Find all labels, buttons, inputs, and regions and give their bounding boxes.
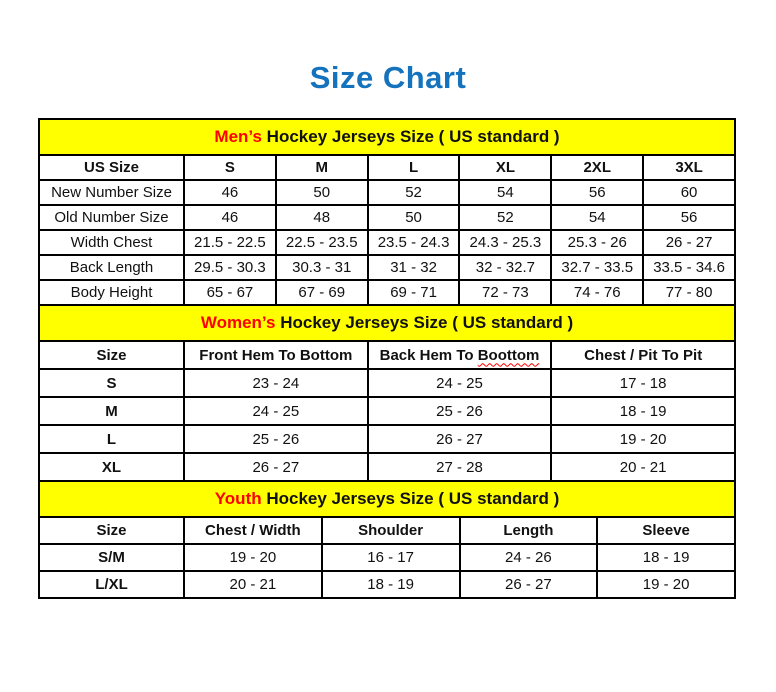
- table-row: [39, 180, 735, 205]
- mens-header-row: [39, 155, 735, 180]
- table-cell: 50: [368, 205, 460, 230]
- youth-banner-rest: Hockey Jerseys Size ( US standard ): [261, 489, 560, 508]
- table-cell: 46: [184, 180, 276, 205]
- womens-banner-rest: Hockey Jerseys Size ( US standard ): [275, 313, 574, 332]
- mens-banner-highlight: Men’s: [214, 127, 262, 146]
- row-label: Body Height: [39, 280, 184, 305]
- table-cell: 50: [276, 180, 368, 205]
- womens-header-row: [39, 341, 735, 369]
- table-cell: 24 - 25: [368, 369, 552, 397]
- column-header: 3XL: [643, 155, 735, 180]
- table-cell: 46: [184, 205, 276, 230]
- table-cell: 60: [643, 180, 735, 205]
- table-row: [39, 397, 735, 425]
- mens-banner-rest: Hockey Jerseys Size ( US standard ): [261, 127, 560, 146]
- table-cell: 27 - 28: [368, 453, 552, 481]
- table-cell: 24 - 26: [460, 544, 598, 571]
- womens-banner-highlight: Women’s: [200, 313, 276, 332]
- table-cell: 18 - 19: [597, 544, 735, 571]
- mens-banner-text: [39, 119, 735, 155]
- misspelled-word-spellcheck-underline: Boottom: [477, 346, 540, 364]
- column-header: Size: [39, 517, 184, 544]
- table-cell: 16 - 17: [322, 544, 460, 571]
- column-header: Shoulder: [322, 517, 460, 544]
- table-cell: 20 - 21: [184, 571, 322, 598]
- table-cell: 24 - 25: [184, 397, 368, 425]
- table-cell: 65 - 67: [184, 280, 276, 305]
- column-header: [368, 341, 552, 369]
- table-row: [39, 544, 735, 571]
- row-label: New Number Size: [39, 180, 184, 205]
- size-chart: [38, 118, 736, 599]
- table-cell: 26 - 27: [643, 230, 735, 255]
- table-cell: 19 - 20: [184, 544, 322, 571]
- column-header-text: Back Hem To: [379, 346, 478, 364]
- column-header: US Size: [39, 155, 184, 180]
- row-label: L: [39, 425, 184, 453]
- table-cell: 54: [551, 205, 643, 230]
- table-row: [39, 369, 735, 397]
- column-header: S: [184, 155, 276, 180]
- table-cell: 48: [276, 205, 368, 230]
- mens-size-table: [38, 118, 736, 306]
- row-label: Old Number Size: [39, 205, 184, 230]
- table-cell: 56: [643, 205, 735, 230]
- youth-banner-text: [39, 481, 735, 517]
- youth-section-banner: [39, 481, 735, 517]
- table-row: [39, 280, 735, 305]
- row-label: Width Chest: [39, 230, 184, 255]
- table-cell: 52: [459, 205, 551, 230]
- table-cell: 26 - 27: [184, 453, 368, 481]
- column-header: L: [368, 155, 460, 180]
- table-cell: 30.3 - 31: [276, 255, 368, 280]
- womens-section-banner: [39, 305, 735, 341]
- table-cell: 26 - 27: [460, 571, 598, 598]
- table-cell: 74 - 76: [551, 280, 643, 305]
- table-cell: 23.5 - 24.3: [368, 230, 460, 255]
- table-cell: 19 - 20: [597, 571, 735, 598]
- mens-section-banner: [39, 119, 735, 155]
- column-header: Chest / Pit To Pit: [551, 341, 735, 369]
- table-cell: 67 - 69: [276, 280, 368, 305]
- youth-banner-highlight: Youth: [214, 489, 262, 508]
- table-cell: 31 - 32: [368, 255, 460, 280]
- table-cell: 18 - 19: [322, 571, 460, 598]
- table-cell: 32.7 - 33.5: [551, 255, 643, 280]
- row-label: Back Length: [39, 255, 184, 280]
- womens-size-table: [38, 304, 736, 482]
- table-cell: 72 - 73: [459, 280, 551, 305]
- column-header: Length: [460, 517, 598, 544]
- table-cell: 22.5 - 23.5: [276, 230, 368, 255]
- table-cell: 24.3 - 25.3: [459, 230, 551, 255]
- column-header: Chest / Width: [184, 517, 322, 544]
- page-title: Size Chart: [309, 60, 467, 95]
- table-cell: 69 - 71: [368, 280, 460, 305]
- column-header: Sleeve: [597, 517, 735, 544]
- womens-banner-text: [39, 305, 735, 341]
- table-cell: 29.5 - 30.3: [184, 255, 276, 280]
- table-cell: 19 - 20: [551, 425, 735, 453]
- table-cell: 25.3 - 26: [551, 230, 643, 255]
- table-cell: 18 - 19: [551, 397, 735, 425]
- table-row: [39, 425, 735, 453]
- row-label: XL: [39, 453, 184, 481]
- table-cell: 23 - 24: [184, 369, 368, 397]
- table-row: [39, 571, 735, 598]
- column-header: 2XL: [551, 155, 643, 180]
- column-header: M: [276, 155, 368, 180]
- table-cell: 56: [551, 180, 643, 205]
- column-header: Front Hem To Bottom: [184, 341, 368, 369]
- table-cell: 21.5 - 22.5: [184, 230, 276, 255]
- youth-header-row: [39, 517, 735, 544]
- table-cell: 33.5 - 34.6: [643, 255, 735, 280]
- row-label: S/M: [39, 544, 184, 571]
- youth-size-table: [38, 480, 736, 599]
- table-cell: 17 - 18: [551, 369, 735, 397]
- column-header: Size: [39, 341, 184, 369]
- table-cell: 52: [368, 180, 460, 205]
- table-row: [39, 453, 735, 481]
- table-cell: 54: [459, 180, 551, 205]
- table-cell: 32 - 32.7: [459, 255, 551, 280]
- table-cell: 77 - 80: [643, 280, 735, 305]
- table-cell: 26 - 27: [368, 425, 552, 453]
- table-row: [39, 255, 735, 280]
- table-row: [39, 230, 735, 255]
- row-label: M: [39, 397, 184, 425]
- table-cell: 25 - 26: [368, 397, 552, 425]
- row-label: L/XL: [39, 571, 184, 598]
- row-label: S: [39, 369, 184, 397]
- table-cell: 20 - 21: [551, 453, 735, 481]
- table-row: [39, 205, 735, 230]
- column-header: XL: [459, 155, 551, 180]
- table-cell: 25 - 26: [184, 425, 368, 453]
